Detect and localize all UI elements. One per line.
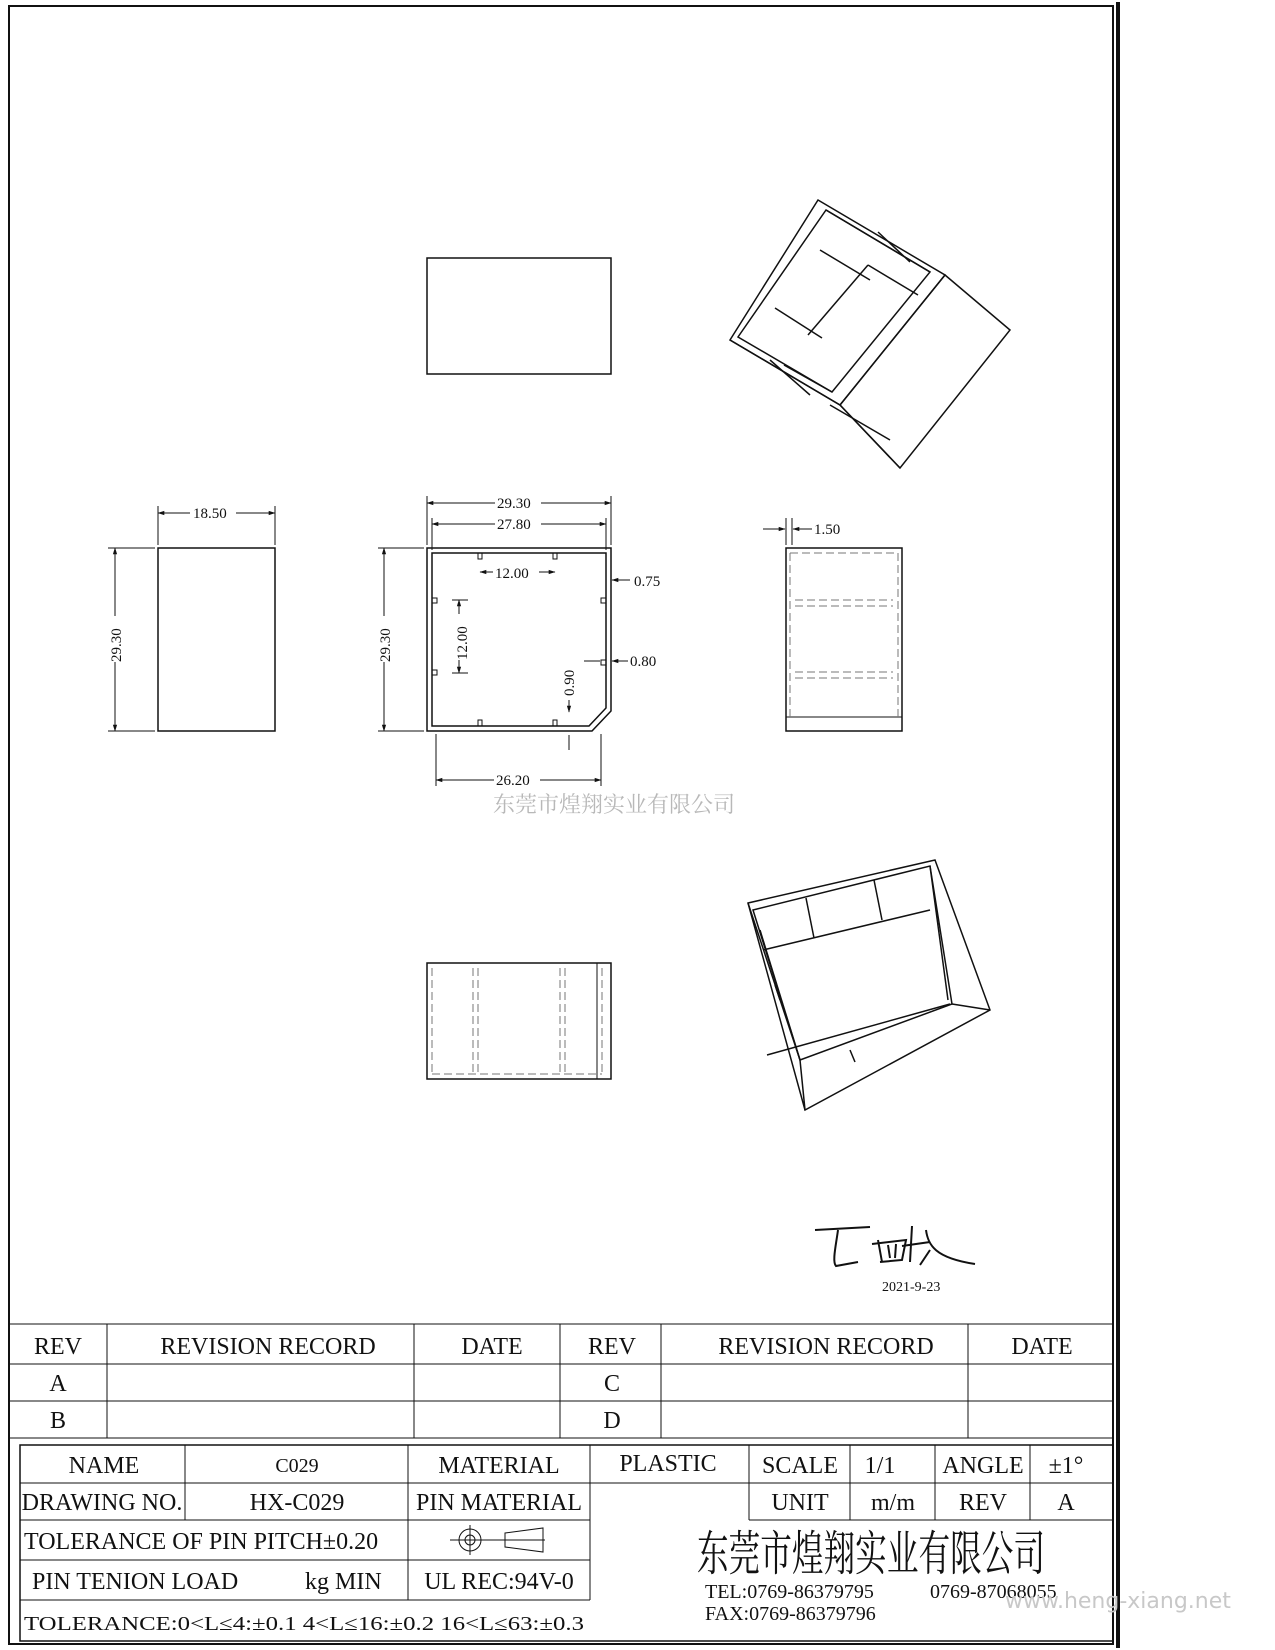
material-value: PLASTIC	[619, 1451, 717, 1477]
iso-view-lower	[748, 860, 990, 1110]
rev-header-3: DATE	[461, 1334, 523, 1360]
projection-symbol	[450, 1525, 545, 1555]
iso-view-upper	[730, 200, 1010, 468]
scale-value: 1/1	[864, 1453, 896, 1479]
name-label: NAME	[68, 1453, 140, 1479]
rev-row-a: A	[49, 1371, 67, 1397]
pin-pitch-tolerance: TOLERANCE OF PIN PITCH±0.20	[24, 1529, 379, 1555]
dim-right-wall: 1.50	[814, 522, 841, 538]
dim-front-outer-width: 29.30	[497, 496, 531, 512]
rev-label: REV	[959, 1490, 1007, 1516]
company-tel: TEL:0769-86379795	[705, 1581, 874, 1603]
drawing-no-label: DRAWING NO.	[21, 1490, 183, 1516]
dim-wall-side: 0.80	[630, 654, 657, 670]
bottom-view-hidden-lines	[432, 968, 602, 1074]
unit-value: m/m	[870, 1490, 916, 1516]
dim-wall-bottom: 0.90	[562, 669, 578, 696]
pin-load-unit: kg MIN	[305, 1569, 382, 1595]
name-value: C029	[275, 1455, 319, 1477]
pin-load-label: PIN TENION LOAD	[32, 1569, 239, 1595]
pin-material-label: PIN MATERIAL	[416, 1490, 582, 1516]
rev-row-d: D	[603, 1408, 621, 1434]
rev-header-2: REVISION RECORD	[160, 1334, 376, 1360]
rev-row-b: B	[49, 1408, 67, 1434]
unit-label: UNIT	[771, 1490, 829, 1516]
rev-header-5: REVISION RECORD	[718, 1334, 934, 1360]
dim-front-height: 29.30	[378, 628, 394, 662]
dim-bottom-width: 26.20	[496, 773, 530, 789]
right-view	[786, 548, 902, 731]
right-view-hidden-lines	[790, 553, 898, 717]
company-name: 东莞市煌翔实业有限公司	[697, 1528, 1045, 1581]
watermark-url: www.heng-xiang.net	[1005, 1589, 1231, 1614]
angle-value: ±1°	[1048, 1453, 1084, 1479]
rev-header-1: REV	[34, 1334, 82, 1360]
general-tolerance: TOLERANCE:0<L≤4:±0.1 4<L≤16:±0.2 16<L≤63:±0.3	[24, 1613, 584, 1635]
dim-left-height: 29.30	[109, 628, 125, 662]
company-fax: FAX:0769-86379796	[705, 1603, 876, 1625]
dim-top-width: 18.50	[193, 506, 227, 522]
rev-row-c: C	[603, 1371, 621, 1397]
signature	[815, 1226, 975, 1266]
company-tel-2: 0769-87068055	[930, 1581, 1057, 1603]
ul-rating: UL REC:94V-0	[424, 1569, 574, 1595]
dim-front-inner-width: 27.80	[497, 517, 531, 533]
material-label: MATERIAL	[438, 1453, 560, 1479]
angle-label: ANGLE	[942, 1453, 1024, 1479]
dim-pin-gap-v: 12.00	[455, 626, 471, 660]
signature-date: 2021-9-23	[882, 1280, 941, 1295]
dim-wall-top: 0.75	[634, 574, 661, 590]
rev-header-6: DATE	[1011, 1334, 1073, 1360]
scale-label: SCALE	[761, 1453, 839, 1479]
left-view	[158, 548, 275, 731]
sheet-border	[9, 6, 1113, 1644]
dim-pin-gap-h: 12.00	[495, 566, 529, 582]
top-view	[427, 258, 611, 374]
drawing-no-value: HX-C029	[249, 1490, 345, 1516]
bottom-view	[427, 963, 611, 1079]
rev-header-4: REV	[588, 1334, 636, 1360]
watermark-center: 东莞市煌翔实业有限公司	[493, 793, 736, 818]
rev-value: A	[1057, 1490, 1075, 1516]
